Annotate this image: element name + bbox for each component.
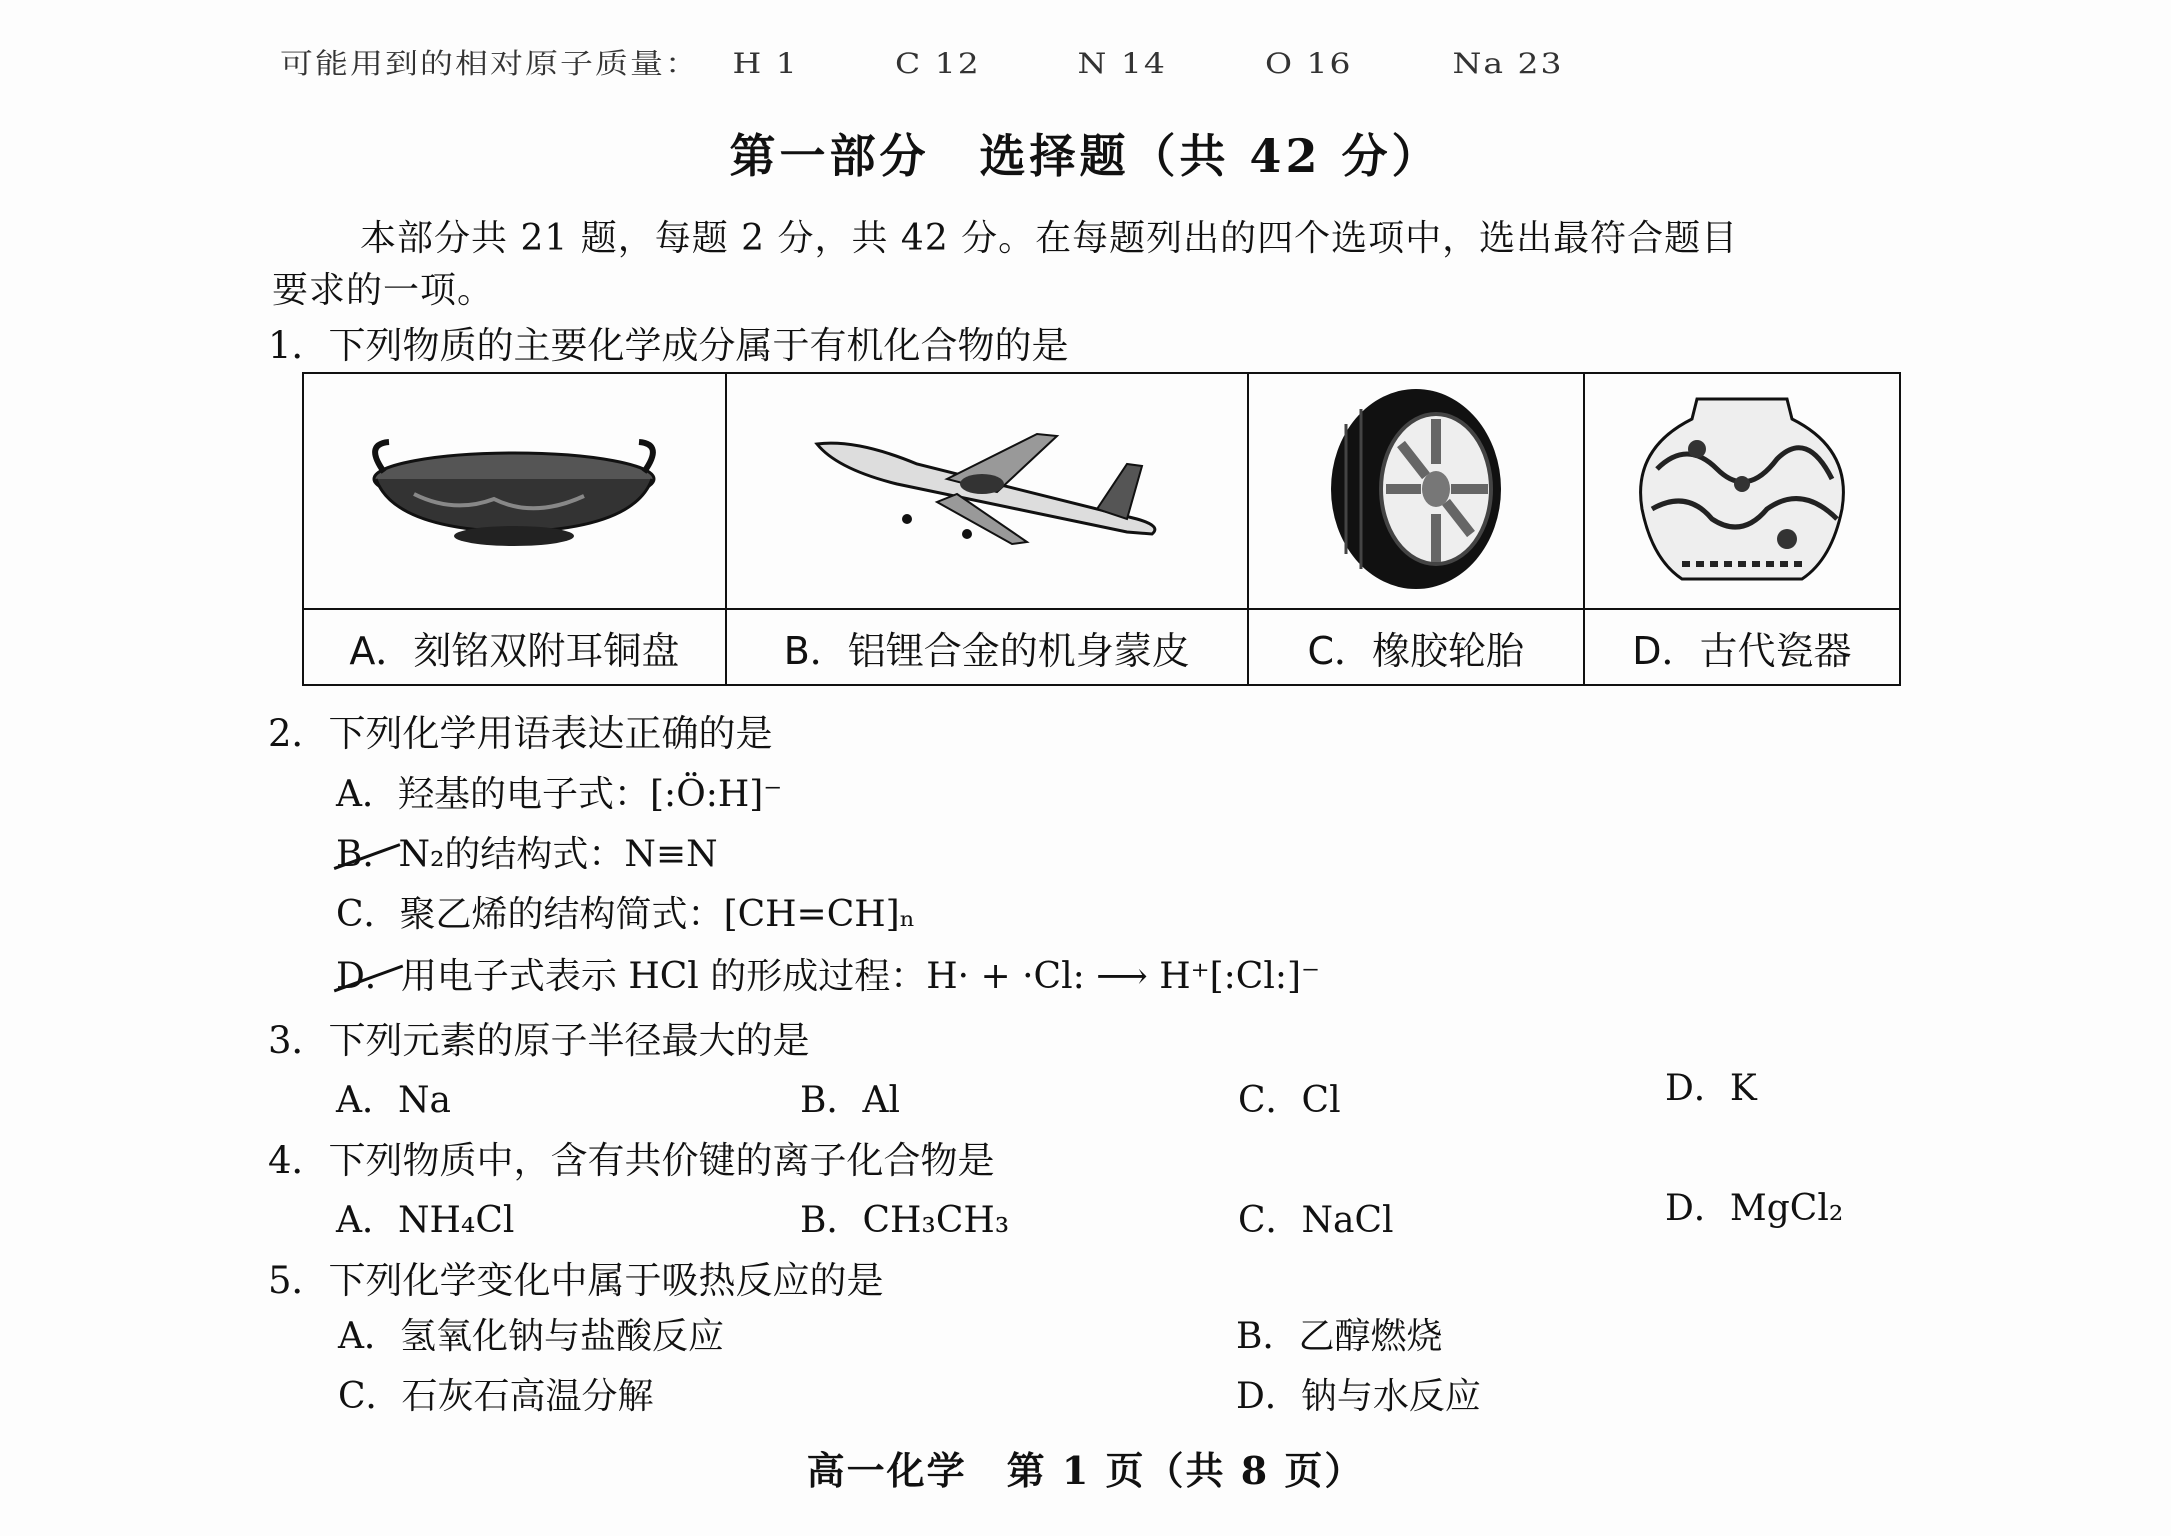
question-3-stem <box>268 1010 810 1064</box>
question-4-number: 4． <box>268 1139 329 1182</box>
mass-o: O 16 <box>1265 46 1353 80</box>
question-1-stem <box>268 315 1069 369</box>
option-b-image-cell <box>726 373 1248 609</box>
question-5-option-c: C．石灰石高温分解 <box>338 1376 654 1417</box>
option-text: 羟基的电子式： <box>398 774 651 815</box>
question-3-text: 下列元素的原子半径最大的是 <box>328 1019 810 1062</box>
option-a-label: A．刻铭双附耳铜盘 <box>303 609 726 685</box>
atomic-masses-label: 可能用到的相对原子质量： <box>280 46 700 80</box>
n2-formula: N≡N <box>624 834 718 875</box>
option-text: 的结构式： <box>444 834 625 875</box>
hcl-formation-formula: H· + ·Cl: ⟶ H⁺[:Cl:]⁻ <box>926 956 1321 997</box>
section-intro-line2: 要求的一项。 <box>272 270 495 311</box>
option-text: 聚乙烯的结构简式： <box>399 894 724 935</box>
option-key: C． <box>336 894 400 935</box>
question-5-number: 5． <box>268 1259 329 1302</box>
question-4-option-c: C．NaCl <box>1238 1200 1394 1241</box>
option-c-image-cell <box>1248 373 1584 609</box>
atomic-masses-line <box>280 42 1564 82</box>
question-2-text: 下列化学用语表达正确的是 <box>328 712 773 755</box>
option-c-label: C．橡胶轮胎 <box>1248 609 1584 685</box>
question-3-option-b: B．Al <box>800 1080 900 1121</box>
question-2-option-d <box>336 948 1320 999</box>
question-4-option-b: B．CH₃CH₃ <box>800 1200 1010 1241</box>
question-5-text: 下列化学变化中属于吸热反应的是 <box>328 1259 884 1302</box>
page-footer: 高一化学 第 1 页（共 8 页） <box>806 1448 1365 1493</box>
question-5-stem <box>268 1250 884 1304</box>
question-3-option-d: D．K <box>1665 1068 1757 1109</box>
question-5-option-b: B．乙醇燃烧 <box>1236 1316 1443 1357</box>
option-text: 用电子式表示 HCl 的形成过程： <box>400 956 927 997</box>
question-3-option-a: A．Na <box>336 1080 451 1121</box>
question-1-text: 下列物质的主要化学成分属于有机化合物的是 <box>328 324 1069 367</box>
question-2-option-a <box>336 766 782 817</box>
question-4-stem <box>268 1130 995 1184</box>
question-2-stem <box>268 703 773 757</box>
polyethylene-formula: [CH=CH]ₙ <box>723 894 916 935</box>
option-key: A． <box>336 774 398 815</box>
question-2-number: 2． <box>268 712 329 755</box>
mass-n: N 14 <box>1077 46 1167 80</box>
question-5-option-a: A．氢氧化钠与盐酸反应 <box>338 1316 724 1357</box>
option-key: D． <box>336 956 401 997</box>
mass-c: C 12 <box>895 46 981 80</box>
option-a-image-cell <box>303 373 726 609</box>
question-3-option-c: C．Cl <box>1238 1080 1341 1121</box>
question-4-text: 下列物质中，含有共价键的离子化合物是 <box>328 1139 995 1182</box>
porcelain-vase-icon <box>1627 389 1857 589</box>
hydroxyl-formula: [:Ö:H]⁻ <box>650 774 783 815</box>
section-title: 第一部分 选择题（共 42 分） <box>729 129 1442 183</box>
mass-h: H 1 <box>732 46 799 80</box>
question-1-number: 1． <box>268 324 329 367</box>
section-intro-line1: 本部分共 21 题，每题 2 分，共 42 分。在每题列出的四个选项中，选出最符合题目 <box>360 218 1739 259</box>
option-key: B． <box>336 834 399 875</box>
question-1-image-table <box>302 372 1901 686</box>
question-4-option-d: D．MgCl₂ <box>1665 1188 1844 1229</box>
mass-na: Na 23 <box>1452 46 1564 80</box>
bronze-plate-icon <box>354 424 674 554</box>
question-2-option-c <box>336 886 915 937</box>
question-5-option-d: D．钠与水反应 <box>1236 1376 1481 1417</box>
question-2-option-b <box>336 826 718 877</box>
option-d-label: D．古代瓷器 <box>1584 609 1900 685</box>
tire-icon <box>1316 384 1516 594</box>
airplane-icon <box>797 424 1177 554</box>
question-4-option-a: A．NH₄Cl <box>336 1200 515 1241</box>
option-b-label: B．铝锂合金的机身蒙皮 <box>726 609 1248 685</box>
n2-label: N₂ <box>398 834 445 875</box>
option-d-image-cell <box>1584 373 1900 609</box>
question-3-number: 3． <box>268 1019 329 1062</box>
